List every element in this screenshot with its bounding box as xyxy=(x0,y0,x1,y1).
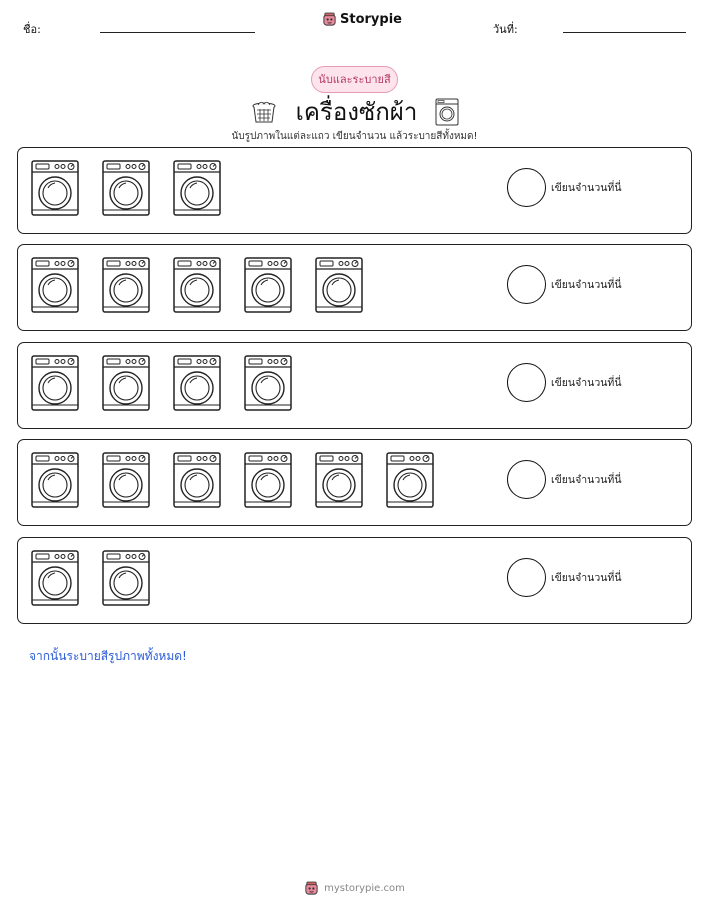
washing-machine-icon xyxy=(173,160,221,216)
washing-machine-icon xyxy=(102,452,150,508)
washing-machine-icon xyxy=(244,452,292,508)
washing-machine-icon xyxy=(244,355,292,411)
machine-group xyxy=(31,550,150,606)
machine-group xyxy=(31,355,292,411)
write-number-label: เขียนจำนวนที่นี่ xyxy=(551,182,622,194)
write-number-label: เขียนจำนวนที่นี่ xyxy=(551,377,622,389)
washing-machine-icon xyxy=(31,452,79,508)
washing-machine-icon xyxy=(315,452,363,508)
storypie-logo-icon xyxy=(322,12,337,27)
washing-machine-icon xyxy=(31,257,79,313)
washing-machine-icon xyxy=(31,550,79,606)
answer-circle[interactable] xyxy=(507,168,546,207)
write-number-label: เขียนจำนวนที่นี่ xyxy=(551,474,622,486)
storypie-logo-icon xyxy=(304,881,319,896)
washing-machine-icon xyxy=(244,257,292,313)
brand-name: Storypie xyxy=(340,12,402,27)
machine-group xyxy=(31,160,221,216)
answer-circle[interactable] xyxy=(507,558,546,597)
count-row xyxy=(17,342,692,429)
washing-machine-icon xyxy=(31,160,79,216)
washing-machine-icon xyxy=(435,98,459,126)
washing-machine-icon xyxy=(102,355,150,411)
count-row xyxy=(17,439,692,526)
instructions: นับรูปภาพในแต่ละแถว เขียนจำนวน แล้วระบายสีทั้งหมด! xyxy=(231,131,478,142)
machine-group xyxy=(31,257,363,313)
category-tag: นับและระบายสี xyxy=(311,66,398,93)
washing-machine-icon xyxy=(102,257,150,313)
answer-circle[interactable] xyxy=(507,363,546,402)
washing-machine-icon xyxy=(31,355,79,411)
count-row xyxy=(17,537,692,624)
name-line[interactable] xyxy=(100,32,255,33)
site-footer xyxy=(0,881,709,896)
footer-note: จากนั้นระบายสีรูปภาพทั้งหมด! xyxy=(29,649,187,663)
date-line[interactable] xyxy=(563,32,686,33)
washing-machine-icon xyxy=(173,355,221,411)
answer-circle[interactable] xyxy=(507,460,546,499)
answer-circle[interactable] xyxy=(507,265,546,304)
washing-machine-icon xyxy=(102,550,150,606)
count-row xyxy=(17,244,692,331)
washing-machine-icon xyxy=(315,257,363,313)
site-url: mystorypie.com xyxy=(324,883,405,894)
washing-machine-icon xyxy=(173,257,221,313)
brand xyxy=(322,12,402,27)
write-number-label: เขียนจำนวนที่นี่ xyxy=(551,572,622,584)
write-number-label: เขียนจำนวนที่นี่ xyxy=(551,279,622,291)
laundry-basket-icon xyxy=(250,99,278,125)
title-row xyxy=(0,92,709,131)
name-label: ชื่อ: xyxy=(23,23,41,36)
washing-machine-icon xyxy=(102,160,150,216)
count-row xyxy=(17,147,692,234)
page-title: เครื่องซักผ้า xyxy=(295,98,418,126)
machine-group xyxy=(31,452,434,508)
washing-machine-icon xyxy=(386,452,434,508)
date-label: วันที่: xyxy=(493,23,518,36)
washing-machine-icon xyxy=(173,452,221,508)
